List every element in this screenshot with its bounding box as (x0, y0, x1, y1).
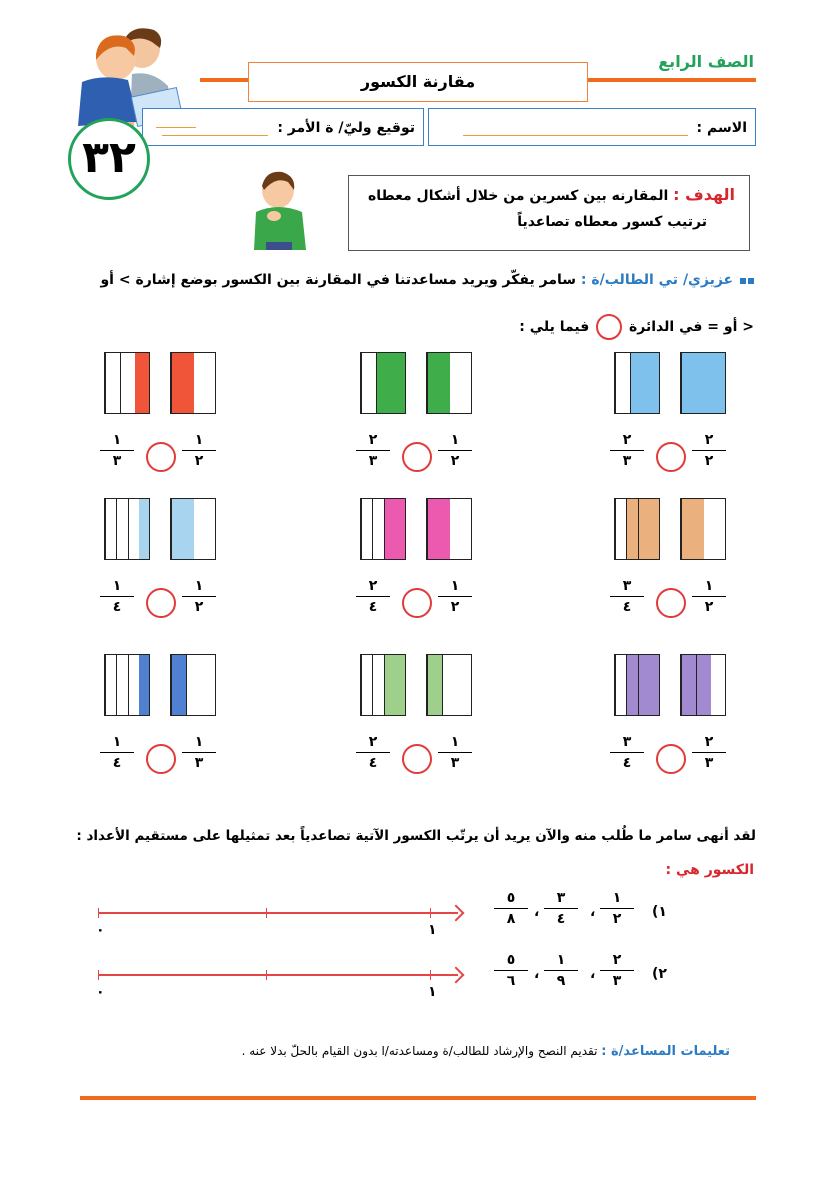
comparison-circle[interactable] (402, 588, 432, 618)
denominator: ٢ (612, 911, 622, 927)
number-line-tick (98, 970, 99, 980)
fraction (100, 432, 134, 469)
number-line-tick (430, 908, 431, 918)
fraction-bar (692, 450, 726, 451)
fraction-part (384, 655, 395, 715)
arrow-head-icon (448, 967, 465, 984)
fraction-bar (494, 908, 528, 909)
fraction (610, 734, 644, 771)
numerator: ٣ (622, 578, 632, 594)
denominator: ٢ (194, 599, 204, 615)
denominator: ٣ (112, 453, 122, 469)
denominator: ٢ (450, 453, 460, 469)
fraction-separator: ، (534, 966, 540, 982)
numerator: ٢ (704, 734, 714, 750)
fraction-bar (356, 596, 390, 597)
fraction-part (116, 499, 127, 559)
fraction-part (135, 353, 149, 413)
fraction-part (105, 655, 116, 715)
fraction (100, 578, 134, 615)
fraction (182, 432, 216, 469)
denominator: ٢ (704, 453, 714, 469)
fraction-part (615, 499, 626, 559)
guardian-line (162, 121, 268, 136)
left-fraction-shape (614, 654, 660, 716)
fraction-part (645, 353, 659, 413)
left-fraction-shape (360, 654, 406, 716)
numerator: ٢ (368, 734, 378, 750)
ordering-fraction (600, 952, 634, 989)
numerator: ١ (704, 578, 714, 594)
ordering-instruction: لقد أنهى سامر ما طُلب منه والآن يريد أن يرتّب الكسور الآتية تصاعدياً بعد تمثيلها على مستقيم الأعداد : (76, 828, 756, 844)
fraction-part (186, 655, 201, 715)
fraction-part (427, 499, 450, 559)
fraction-part (427, 353, 450, 413)
number-line-zero: ٠ (96, 922, 105, 938)
comparison-circle[interactable] (146, 588, 176, 618)
fraction-bar (100, 596, 134, 597)
ordering-index: ١) (652, 904, 667, 920)
header-divider-right (586, 78, 756, 82)
fraction-part (711, 655, 725, 715)
fraction-bar (692, 596, 726, 597)
goal-line-2: ترتيب كسور معطاه تصاعدياً (517, 214, 707, 230)
fraction-part (615, 353, 630, 413)
fraction-part (395, 655, 405, 715)
fraction-bar (610, 752, 644, 753)
fraction (438, 578, 472, 615)
numerator: ٥ (506, 890, 516, 906)
fraction-part (171, 499, 194, 559)
numerator: ١ (112, 734, 122, 750)
fraction-bar (494, 970, 528, 971)
ordering-fraction (544, 890, 578, 927)
ordering-index: ٢) (652, 966, 667, 982)
numerator: ٣ (556, 890, 566, 906)
number-line-one: ١ (428, 984, 437, 1000)
comparison-circle[interactable] (656, 744, 686, 774)
goal-box (348, 175, 750, 251)
intro-line-1 (64, 272, 754, 288)
fraction (438, 432, 472, 469)
denominator: ٤ (556, 911, 566, 927)
right-fraction-shape (170, 654, 216, 716)
fraction-part (427, 655, 442, 715)
footer-label: تعليمات المساعد/ة : (601, 1044, 730, 1059)
fraction-separator: ، (534, 904, 540, 920)
fraction-part (450, 353, 472, 413)
numerator: ١ (450, 734, 460, 750)
right-fraction-shape (680, 498, 726, 560)
numerator: ١ (612, 890, 622, 906)
fraction-part (681, 353, 704, 413)
number-line[interactable] (98, 912, 458, 914)
fraction-part (139, 499, 149, 559)
denominator: ٤ (368, 755, 378, 771)
goal-label: الهدف : (673, 185, 735, 204)
fraction-bar (438, 752, 472, 753)
numerator: ٣ (622, 734, 632, 750)
number-line-tick (98, 908, 99, 918)
example-circle (596, 314, 622, 340)
fractions-label: الكسور هي : (665, 862, 754, 878)
denominator: ٤ (622, 755, 632, 771)
fraction (692, 578, 726, 615)
bullet-square-icon (748, 278, 754, 284)
fraction-bar (182, 752, 216, 753)
fraction-part (384, 499, 395, 559)
fraction (100, 734, 134, 771)
denominator: ٤ (112, 599, 122, 615)
fraction-part (704, 499, 726, 559)
fraction-part (361, 499, 372, 559)
numerator: ١ (194, 432, 204, 448)
thinking-boy-illustration (248, 168, 312, 254)
fraction-bar (610, 450, 644, 451)
fraction (692, 432, 726, 469)
fraction-part (626, 655, 637, 715)
comparison-circle[interactable] (402, 442, 432, 472)
left-fraction-shape (104, 352, 150, 414)
fraction-part (372, 655, 383, 715)
number-line-tick (430, 970, 431, 980)
right-fraction-shape (170, 352, 216, 414)
comparison-circle[interactable] (656, 588, 686, 618)
arrow-head-icon (448, 905, 465, 922)
fraction (182, 578, 216, 615)
fraction-part (649, 499, 659, 559)
name-field[interactable] (428, 108, 756, 146)
fraction-bar (544, 970, 578, 971)
number-line[interactable] (98, 974, 458, 976)
fraction-part (361, 353, 376, 413)
intro-text-2: < أو = في الدائرة (629, 319, 754, 335)
fraction-part (120, 353, 135, 413)
fraction-bar (438, 596, 472, 597)
numerator: ٢ (622, 432, 632, 448)
right-fraction-shape (680, 352, 726, 414)
fraction-part (128, 655, 139, 715)
ordering-fraction (600, 890, 634, 927)
fraction-bar (356, 752, 390, 753)
fraction-part (128, 499, 139, 559)
right-fraction-shape (170, 498, 216, 560)
ordering-fraction (494, 952, 528, 989)
denominator: ٢ (450, 599, 460, 615)
fraction-part (361, 655, 372, 715)
intro-line-2 (480, 314, 754, 340)
fraction-part (681, 655, 696, 715)
fraction-bar (600, 908, 634, 909)
name-label: الاسم : (696, 120, 747, 136)
header-divider-left (200, 78, 248, 82)
fraction (438, 734, 472, 771)
fraction-part (201, 655, 215, 715)
numerator: ١ (194, 734, 204, 750)
left-fraction-shape (360, 352, 406, 414)
denominator: ٢ (194, 453, 204, 469)
fraction-part (194, 499, 216, 559)
fraction-bar (356, 450, 390, 451)
fraction-bar (610, 596, 644, 597)
guardian-line-extra (156, 127, 196, 128)
fraction-part (171, 655, 186, 715)
right-fraction-shape (426, 498, 472, 560)
right-fraction-shape (426, 352, 472, 414)
numerator: ٢ (612, 952, 622, 968)
numerator: ١ (450, 578, 460, 594)
fraction-separator: ، (590, 904, 596, 920)
denominator: ٣ (704, 755, 714, 771)
denominator: ٣ (450, 755, 460, 771)
fraction-part (630, 353, 645, 413)
ordering-fraction (494, 890, 528, 927)
comparison-circle[interactable] (402, 744, 432, 774)
denominator: ٢ (704, 599, 714, 615)
fraction-bar (100, 752, 134, 753)
left-fraction-shape (614, 352, 660, 414)
right-fraction-shape (680, 654, 726, 716)
left-fraction-shape (614, 498, 660, 560)
fraction-part (450, 499, 472, 559)
fraction-separator: ، (590, 966, 596, 982)
grade-label: الصف الرابع (658, 52, 754, 71)
fraction-part (391, 353, 405, 413)
fraction-part (194, 353, 216, 413)
number-line-zero: ٠ (96, 984, 105, 1000)
number-line-tick (266, 970, 267, 980)
denominator: ٤ (368, 599, 378, 615)
guardian-label: توقيع وليّ/ ة الأمر : (277, 120, 415, 136)
fraction-bar (600, 970, 634, 971)
numerator: ١ (194, 578, 204, 594)
lesson-number-badge: ٣٢ (68, 118, 150, 200)
numerator: ٢ (368, 578, 378, 594)
page-title: مقارنة الكسور (248, 62, 588, 102)
denominator: ٩ (556, 973, 566, 989)
fraction (610, 432, 644, 469)
denominator: ٨ (506, 911, 516, 927)
denominator: ٣ (194, 755, 204, 771)
fraction-part (395, 499, 405, 559)
fraction-part (638, 655, 649, 715)
denominator: ٣ (368, 453, 378, 469)
comparison-circle[interactable] (146, 442, 176, 472)
fraction-part (638, 499, 649, 559)
fraction (356, 432, 390, 469)
fraction-bar (100, 450, 134, 451)
number-line-tick (266, 908, 267, 918)
fraction (356, 734, 390, 771)
fraction-part (105, 353, 120, 413)
fraction-part (171, 353, 194, 413)
name-line (463, 121, 688, 136)
numerator: ١ (112, 432, 122, 448)
numerator: ٢ (368, 432, 378, 448)
denominator: ٣ (612, 973, 622, 989)
denominator: ٤ (112, 755, 122, 771)
left-fraction-shape (104, 654, 150, 716)
numerator: ١ (450, 432, 460, 448)
fraction-part (457, 655, 471, 715)
number-line-one: ١ (428, 922, 437, 938)
fraction (692, 734, 726, 771)
fraction-part (116, 655, 127, 715)
bullet-square-icon (740, 278, 746, 284)
denominator: ٤ (622, 599, 632, 615)
numerator: ٢ (704, 432, 714, 448)
intro-text-1: سامر يفكّر ويريد مساعدتنا في المقارنة بين الكسور بوضع إشارة > أو (100, 272, 577, 288)
footer-divider (80, 1096, 756, 1100)
fraction-part (696, 655, 711, 715)
intro-text-2-end: فيما يلي : (519, 319, 590, 335)
numerator: ١ (556, 952, 566, 968)
fraction (182, 734, 216, 771)
fraction-bar (692, 752, 726, 753)
student-address: عزيزي/ تي الطالب/ة : (580, 272, 734, 288)
left-fraction-shape (104, 498, 150, 560)
footer-instructions (110, 1044, 730, 1059)
numerator: ١ (112, 578, 122, 594)
fraction-part (649, 655, 659, 715)
comparison-circle[interactable] (146, 744, 176, 774)
fraction-part (681, 499, 704, 559)
fraction-bar (182, 596, 216, 597)
fraction-bar (438, 450, 472, 451)
comparison-circle[interactable] (656, 442, 686, 472)
fraction-part (376, 353, 391, 413)
fraction (610, 578, 644, 615)
numerator: ٥ (506, 952, 516, 968)
denominator: ٦ (506, 973, 516, 989)
fraction-part (615, 655, 626, 715)
fraction-part (139, 655, 149, 715)
denominator: ٣ (622, 453, 632, 469)
fraction (356, 578, 390, 615)
fraction-part (442, 655, 457, 715)
fraction-part (704, 353, 726, 413)
ordering-fraction (544, 952, 578, 989)
footer-text: تقديم النصح والإرشاد للطالب/ة ومساعدته/ا بدون القيام بالحلّ بدلا عنه . (241, 1044, 598, 1058)
goal-line-1: المقارنه بين كسرين من خلال أشكال معطاه (367, 188, 669, 204)
fraction-part (372, 499, 383, 559)
fraction-bar (182, 450, 216, 451)
fraction-part (105, 499, 116, 559)
left-fraction-shape (360, 498, 406, 560)
fraction-bar (544, 908, 578, 909)
fraction-part (626, 499, 637, 559)
right-fraction-shape (426, 654, 472, 716)
